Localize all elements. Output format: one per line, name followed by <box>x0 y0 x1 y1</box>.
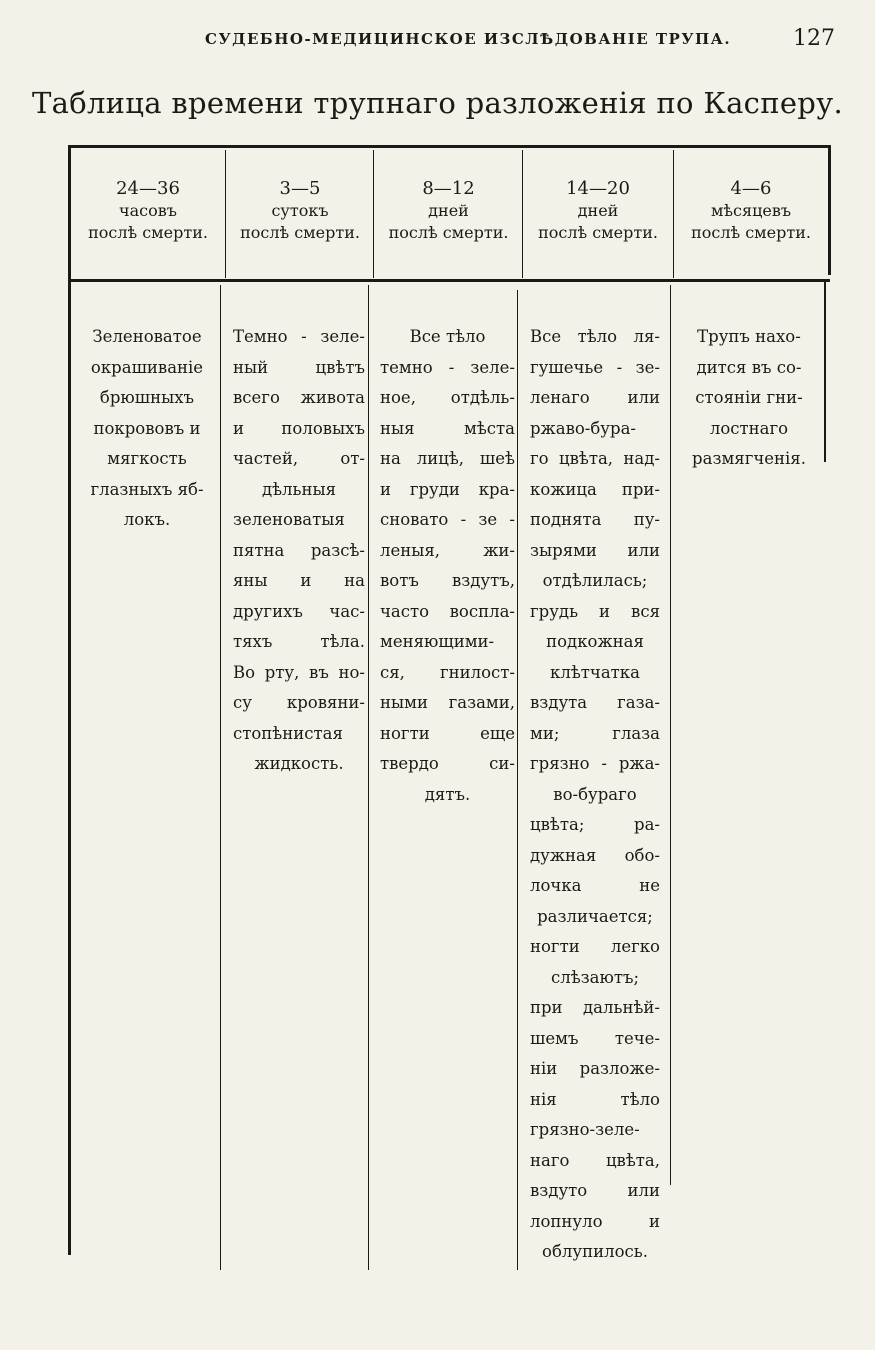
text-line: стопѣнистая <box>233 723 343 743</box>
text-line: леныя, жи- <box>380 540 515 560</box>
text-line: ный цвѣтъ <box>233 357 365 377</box>
column-divider-3 <box>522 150 523 278</box>
text-line: цвѣта; ра- <box>530 815 660 834</box>
column-divider-4-body <box>670 285 671 1185</box>
table-header-rule <box>70 279 830 282</box>
text-line: другихъ час- <box>233 601 365 621</box>
text-line: дѣльныя <box>261 479 337 499</box>
table-right-border-lower <box>824 282 826 462</box>
column-header-3 <box>375 178 522 244</box>
text-line: гушечье - зе- <box>530 357 660 377</box>
table-left-border <box>68 145 71 1255</box>
text-line: при дальнѣй- <box>530 998 660 1017</box>
column-header-1 <box>72 178 224 244</box>
column-header-unit: мѣсяцевъ <box>710 201 792 220</box>
text-line: ное, отдѣль- <box>380 388 515 407</box>
column-header-range: 4—6 <box>730 178 772 199</box>
text-line: ржаво-бура- <box>530 418 636 438</box>
text-line: ми; глаза <box>530 723 660 743</box>
text-line: локъ. <box>123 510 171 529</box>
text-line: часто воспла- <box>380 601 515 621</box>
text-line: вздуто или <box>530 1181 660 1200</box>
text-line: стояніи гни- <box>695 388 803 407</box>
column-header-unit: дней <box>577 201 619 220</box>
text-line: наго цвѣта, <box>530 1150 660 1170</box>
text-line: окрашиваніе <box>90 357 204 377</box>
text-line: размягченія. <box>692 449 806 468</box>
column-header-after-death: послѣ смерти. <box>538 223 658 242</box>
text-line: Во рту, въ но- <box>233 662 365 682</box>
column-header-range: 14—20 <box>566 178 630 199</box>
column-header-2 <box>227 178 373 244</box>
text-line: во-бураго <box>553 784 637 804</box>
column-header-after-death: послѣ смерти. <box>240 223 360 242</box>
text-line: и половыхъ <box>233 418 365 438</box>
text-line: Темно - зеле- <box>233 327 365 346</box>
text-line: кожица при- <box>530 479 660 499</box>
text-line: меняющими- <box>380 632 495 651</box>
table-right-border <box>828 145 831 275</box>
column-divider-3-body <box>517 290 518 1270</box>
text-line: Все тѣло ля- <box>530 327 660 346</box>
column-body-4 <box>530 322 660 1268</box>
text-line: ногти легко <box>530 937 660 956</box>
column-header-unit: часовъ <box>119 201 177 220</box>
text-line: ными газами, <box>380 693 515 712</box>
text-line: нія тѣло <box>530 1089 660 1109</box>
text-line: отдѣлилась; <box>542 571 648 590</box>
text-line: глазныхъ яб- <box>90 479 204 499</box>
text-line: вздута газа- <box>530 693 660 712</box>
text-line: слѣзаютъ; <box>550 967 640 987</box>
text-line: су кровяни- <box>233 693 365 712</box>
column-header-after-death: послѣ смерти. <box>691 223 811 242</box>
text-line: всего живота <box>233 388 365 407</box>
column-divider-1-body <box>220 285 221 1270</box>
text-line: грудь и вся <box>530 601 660 621</box>
text-line: дится въ со- <box>696 357 802 377</box>
column-body-5 <box>679 322 819 475</box>
running-head: СУДЕБНО-МЕДИЦИНСКОЕ ИЗСЛѢДОВАНІЕ ТРУПА. <box>205 30 732 48</box>
text-line: ніи разложе- <box>530 1059 660 1078</box>
text-line: яны и на <box>233 571 365 590</box>
column-header-unit: сутокъ <box>271 201 329 220</box>
text-line: лостнаго <box>709 418 789 438</box>
column-body-2 <box>233 322 365 780</box>
column-body-1 <box>75 322 219 536</box>
text-line: на лицѣ, шеѣ <box>380 449 515 468</box>
column-header-range: 3—5 <box>279 178 321 199</box>
text-line: дужная обо- <box>530 845 660 865</box>
text-line: мягкость <box>107 449 187 468</box>
text-line: ленаго или <box>530 388 660 407</box>
text-line: зеленоватыя <box>233 510 345 529</box>
column-header-range: 8—12 <box>422 178 475 199</box>
text-line: ся, гнилост- <box>380 662 515 682</box>
text-line: Трупъ нахо- <box>697 327 801 346</box>
text-line: вотъ вздутъ, <box>380 571 515 590</box>
text-line: тяхъ тѣла. <box>233 632 365 651</box>
column-divider-4 <box>673 150 674 278</box>
column-divider-2 <box>373 150 374 278</box>
column-header-5 <box>675 178 827 244</box>
text-line: клѣтчатка <box>550 662 640 682</box>
column-divider-2-body <box>368 285 369 1270</box>
text-line: жидкость. <box>254 754 344 773</box>
column-divider-1 <box>225 150 226 278</box>
column-header-after-death: послѣ смерти. <box>88 223 208 242</box>
text-line: частей, от- <box>233 449 365 468</box>
text-line: ныя мѣста <box>380 418 515 438</box>
table-title: Таблица времени трупнаго разложенія по Касперу. <box>31 86 844 120</box>
text-line: темно - зеле- <box>380 357 515 377</box>
text-line: шемъ тече- <box>530 1028 660 1048</box>
page-number: 127 <box>793 26 835 51</box>
text-line: лопнуло и <box>530 1211 660 1231</box>
column-header-4 <box>524 178 672 244</box>
text-line: дятъ. <box>424 784 471 804</box>
text-line: брюшныхъ <box>99 388 195 407</box>
text-line: лочка не <box>530 876 660 895</box>
text-line: Все тѣло <box>409 327 486 346</box>
text-line: облупилось. <box>542 1242 648 1261</box>
column-header-after-death: послѣ смерти. <box>388 223 509 242</box>
text-line: зырями или <box>530 540 660 560</box>
text-line: грязно - ржа- <box>530 754 660 773</box>
table-top-rule <box>70 145 830 148</box>
text-line: сновато - зе - <box>380 510 515 529</box>
text-line: покрововъ и <box>93 418 201 438</box>
text-line: твердо си- <box>380 754 515 773</box>
text-line: и груди кра- <box>380 479 515 499</box>
text-line: подкожная <box>546 632 644 651</box>
column-header-unit: дней <box>428 201 469 220</box>
text-line: различается; <box>537 906 653 926</box>
text-line: Зеленоватое <box>92 327 202 346</box>
column-body-3 <box>380 322 515 810</box>
column-header-range: 24—36 <box>116 178 180 199</box>
text-line: ногти еще <box>380 723 515 743</box>
text-line: грязно-зеле- <box>530 1120 640 1139</box>
text-line: поднята пу- <box>530 510 660 529</box>
text-line: пятна разсѣ- <box>233 540 365 560</box>
text-line: го цвѣта, над- <box>530 449 660 468</box>
